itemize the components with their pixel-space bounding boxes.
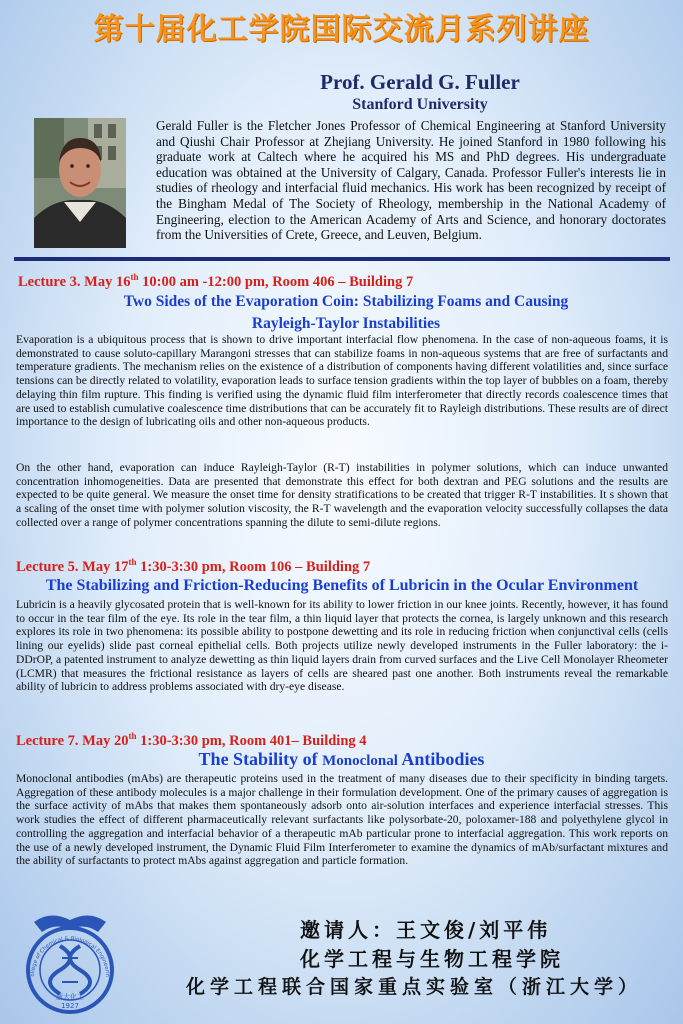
logo-arc-text: ollege of Chemical & Biological Engineerin bbox=[29, 935, 111, 978]
college-logo bbox=[20, 910, 120, 1014]
lecture-3-date-suffix: th bbox=[130, 272, 139, 282]
lecture-3-title-line2: Rayleigh-Taylor Instabilities bbox=[251, 315, 441, 332]
lecture-7-title bbox=[0, 749, 683, 770]
series-title: 第十届化工学院国际交流月系列讲座 bbox=[93, 12, 590, 47]
lecture-3-heading bbox=[18, 272, 413, 291]
lecture-3-title bbox=[40, 291, 652, 335]
speaker-photo bbox=[34, 118, 126, 248]
logo-cn-text: 浙大化工 bbox=[56, 993, 84, 1001]
footer-college: 化学工程与生物工程学院 bbox=[300, 947, 564, 971]
lecture-3-date: Lecture 3. May 16 bbox=[18, 273, 131, 290]
lecture-3-title-line1: Two Sides of the Evaporation Coin: Stabilizing Foams and Causing bbox=[123, 293, 569, 310]
lecture-7-abstract: Monoclonal antibodies (mAbs) are therapeutic proteins used in the treatment of many diseases due to their specificity in binding targets. Aggregation of these antibody molecules is a major challenge in their formulation development. One of the primary causes of aggregation is the surface activity of mAbs that makes them spontaneously adsorb onto air-solution interfaces and experience interfacial stresses. This work studies the effect of different pharmaceutically relevant surfactants like polysorbate-20, poloxamer-188 and polyethylene glycol in controlling the aggregation and interfacial behavior of a therapeutic mAb particular prone to interfacial aggregation. This work reports on the use of a newly developed instrument, the Dynamic Fluid Film Interferometer to examine the dynamics of mAb/surfactant mixtures and the ability of surfactants to protect mAbs against aggregation and particle formation. bbox=[16, 772, 668, 868]
lecture-3-abstract-p1: Evaporation is a ubiquitous process that is shown to drive important interfacial flow phenomena. In the case of non-aqueous foams, it is demonstrated to cause soluto-capillary Marangoni stresses that can stabilize foams in non-aqueous systems that are free of surfactants and temperature gradients. The mechanism relies on the existence of a distribution of components having different volatilities and, since surface tensions can be directly related to volatility, evaporation leads to surface tension gradients within the top layer of bubbles on a foam, thereby delaying thin film rupture. This finding is verified using the dynamic fluid film interferometer that directly records coalescence times that are used to establish cumulative coalescence time distributions that can be accurately fit to Rayleigh distributions. These results are of direct importance to the design of lubricating oils and other non-aqueous products. bbox=[16, 333, 668, 429]
lecture-7-date-suffix: th bbox=[128, 731, 137, 741]
footer-lab: 化学工程联合国家重点实验室（浙江大学） bbox=[186, 976, 643, 998]
lecture-7-date: Lecture 7. May 20 bbox=[16, 732, 129, 749]
lecture-5-abstract: Lubricin is a heavily glycosated protein that is well-known for its ability to lower friction in our knee joints. Recently, however, it has found to occur in the tear film of the eye. Its role in the tear film, a thin liquid layer that protects the cornea, is largely unknown and this research explores its role in two phenomena: its possible ability to postpone dewetting and its role in reducing friction when conjunctival cells (cells lining our eyelids) slide past corneal epithelial cells. Both projects utilize newly developed instruments in the Fuller laboratory: the i-DDrOP, a patented instrument to analyze dewetting as thin liquid layers drain from curved surfaces and the Live Cell Monolayer Rheometer (LCMR) that measures the frictional resistance as layers of cells are sheared past one another. Both instruments reveal the remarkable ability of lubricin to address problems associated with dry-eye disease. bbox=[16, 598, 668, 694]
speaker-affiliation: Stanford University bbox=[352, 96, 488, 113]
footer-inviters: 邀请人：王文俊/刘平伟 bbox=[300, 918, 552, 942]
lecture-7-title-b: Monoclonal bbox=[322, 753, 398, 769]
lecture-7-heading bbox=[16, 731, 367, 750]
lecture-7-title-a: The Stability of bbox=[198, 749, 323, 769]
lecture-5-date-suffix: th bbox=[128, 557, 137, 567]
speaker-bio: Gerald Fuller is the Fletcher Jones Professor of Chemical Engineering at Stanford University and Qiushi Chair Professor at Zhejiang University. He joined Stanford in 1980 following his graduate work at Caltech where he acquired his MS and PhD degrees. His undergraduate education was obtained at the University of Calgary, Canada. Professor Fuller's interests lie in studies of rheology and interfacial fluid mechanics. His work has been recognized by receipt of the Bingham Medal of The Society of Rheology, membership in the National Academy of Engineering, election to the American Academy of Arts and Science, and honorary doctorates from the Universities of Crete, Greece, and Leuven, Belgium. bbox=[156, 118, 666, 243]
lecture-3-abstract-p2: On the other hand, evaporation can induce Rayleigh-Taylor (R-T) instabilities in polymer solutions, which can induce unwanted concentration inhomogeneities. Data are presented that demonstrate this effect for both dextran and PEG solutions and the results are expected to be quite general. We measure the onset time for density stratifications to be created that trigger R-T instabilities. It s shown that a scaling of the onset time with polymer solution viscosity, the R-T wavelength and the evaporation velocity successfully collapses the data collected over a range of polymer concentrations spanning the dilute to semi-dilute regions. bbox=[16, 461, 668, 529]
header-divider bbox=[14, 257, 670, 261]
lecture-7-time-room: 1:30-3:30 pm, Room 401– Building 4 bbox=[136, 732, 367, 749]
lecture-5-heading bbox=[16, 557, 370, 576]
speaker-name: Prof. Gerald G. Fuller bbox=[320, 70, 520, 94]
lecture-5-date: Lecture 5. May 17 bbox=[16, 558, 129, 575]
lecture-5-time-room: 1:30-3:30 pm, Room 106 – Building 7 bbox=[136, 558, 371, 575]
lecture-7-title-c: Antibodies bbox=[397, 749, 485, 769]
lecture-3-time-room: 10:00 am -12:00 pm, Room 406 – Building 7 bbox=[138, 273, 414, 290]
logo-year: 1927 bbox=[61, 1002, 79, 1010]
lecture-5-title: The Stabilizing and Friction-Reducing Benefits of Lubricin in the Ocular Environment bbox=[45, 577, 639, 594]
